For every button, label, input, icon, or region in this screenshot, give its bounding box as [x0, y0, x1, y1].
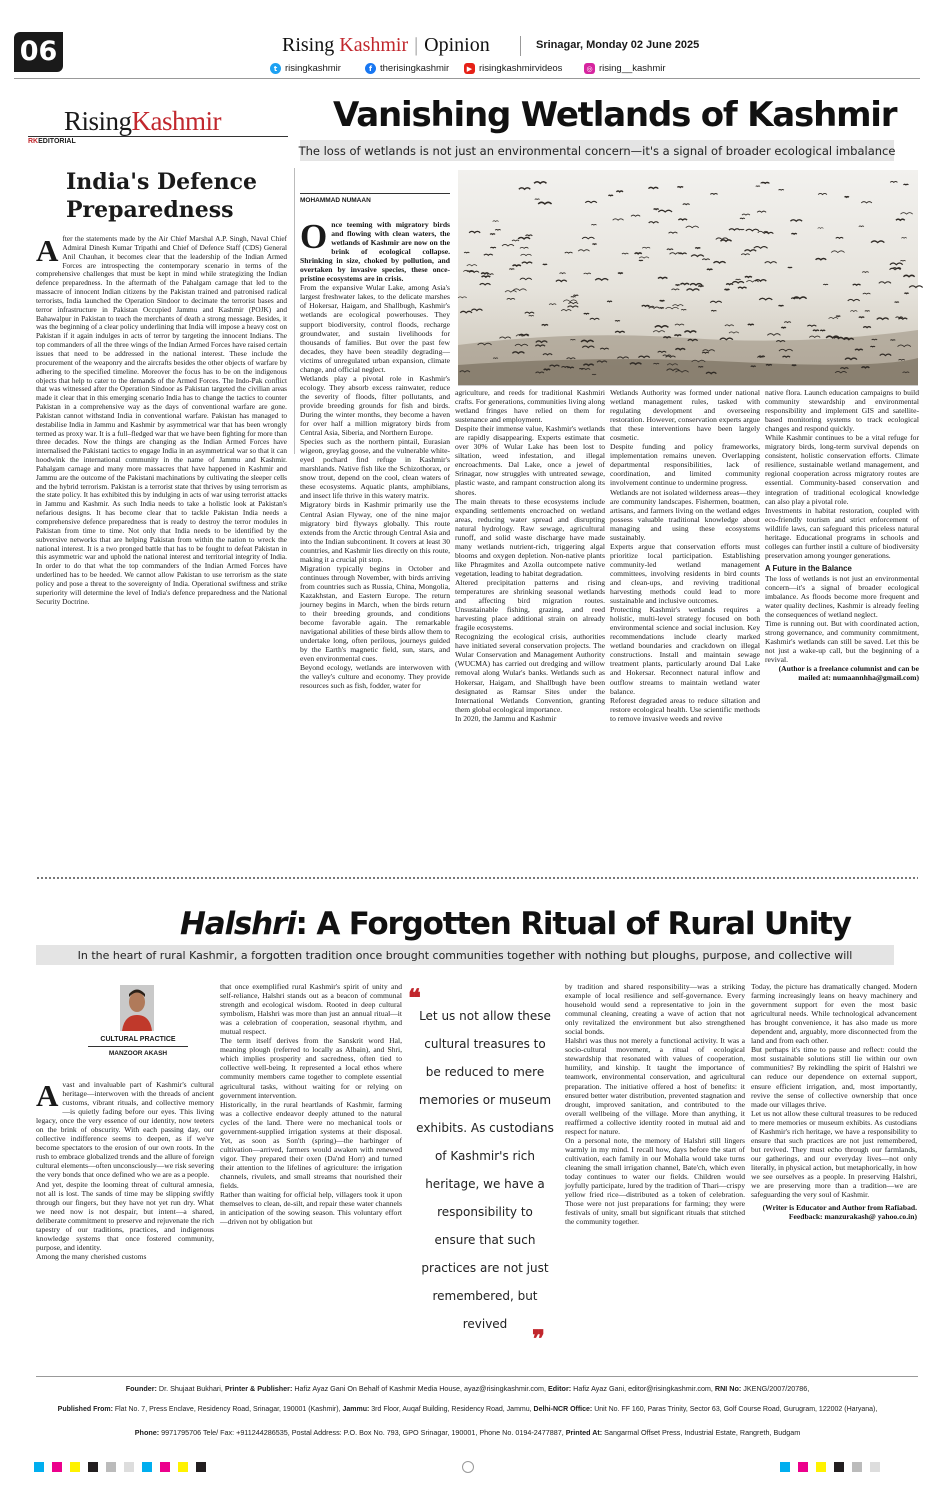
- open-quote-icon: ❝: [408, 983, 421, 1012]
- crop-mark: [14, 32, 15, 33]
- bird: [482, 276, 491, 277]
- bird: [584, 313, 589, 314]
- bird: [654, 209, 659, 210]
- editorial-label: RKEDITORIAL: [28, 138, 76, 145]
- migratory-birds-photo: [458, 170, 918, 385]
- bird: [823, 284, 828, 285]
- bird: [616, 191, 623, 192]
- masthead-rising: Rising: [282, 34, 335, 56]
- bird: [859, 317, 864, 318]
- wetlands-col-4: native flora. Launch education campaigns to build community stewardship and environmental responsibility and implement GIS and satellite-based monitoring systems to track ecological changes and respond quickly. While Kashmir continues to be a vital refuge for migratory birds, long-term survival depends on consistent, holistic conservation efforts. Climate resilience, sustainable wetland management, and regional cooperation across migratory routes are essential. Community-based conservation and integration of traditional ecological knowledge can also play a pivotal role. Investments in habitat restoration, coupled with eco-friendly tourism and strict enforcement of wildlife laws, can safeguard this priceless natural heritage. Educational programs in schools and colleges can further instil a culture of biodiversity preservation among younger generations. A Future in the Balance The loss of wetlands is not just an environmental concern—it's a signal of broader ecological imbalance. As floods become more frequent and water quality declines, Kashmir is already feeling the consequences of wetland neglect. Time is running out. But with coordinated action, strong governance, and community commitment, Kashmir's wetlands can still be saved. Let this be not just a wake-up call, but the beginning of a revival. (Author is a freelance columnist and can be mailed at: numaannhha@gmail.com): [765, 388, 919, 683]
- bird: [674, 335, 681, 336]
- social-twitter[interactable]: t risingkashmir: [270, 63, 341, 74]
- bird: [467, 271, 472, 272]
- bird: [766, 365, 772, 366]
- bird: [490, 234, 495, 235]
- bird: [845, 197, 849, 198]
- editorial-rule: [28, 136, 288, 137]
- photo-face: [129, 992, 145, 1012]
- twitter-icon: t: [270, 63, 281, 74]
- bird: [707, 269, 713, 270]
- bird: [865, 311, 870, 312]
- bird: [863, 327, 871, 328]
- wetlands-col-3: Wetlands Authority was formed under national wetland management rules, tasked with regulating development and overseeing restoration. However, conservation experts argue that these interventions have been largely cosmetic. Despite funding and policy frameworks, implementation remains uneven. Overlapping departmental responsibilities, lack of coordination, and limited community involvement continue to undermine progress. Wetlands are not isolated wilderness areas—they are community landscapes. Fishermen, boatmen, artisans, and farmers living on the wetland edges possess valuable traditional knowledge about managing and using these ecosystems sustainably. Experts argue that conservation efforts must prioritize local participation. Establishing community-led wetland management committees, involving residents in bird counts and clean-ups, and reviving traditional harvesting methods could lead to more sustainable and inclusive outcomes. Protecting Kashmir's wetlands requires a holistic, multi-level strategy focused on both environmental science and social inclusion. Key recommendations include clearly marked wetland boundaries and crackdown on illegal constructions. Install and maintain sewage treatment plants, particularly around Dal Lake and Hokersar. Reconnect natural inflow and outflow streams to maintain wetland water balance. Reforest degraded areas to reduce siltation and restore ecological health. Use scientific methods to remove invasive weeds and revive: [610, 388, 760, 723]
- bird: [542, 325, 548, 326]
- bird: [756, 186, 760, 187]
- bird: [571, 297, 576, 298]
- bird: [820, 330, 825, 331]
- close-quote-icon: ❞: [532, 1324, 545, 1353]
- bird: [904, 293, 908, 294]
- social-facebook[interactable]: f therisingkashmir: [365, 63, 449, 74]
- wetlands-deck: The loss of wetlands is not just an environmental concern—it's a signal of broader ecological imbalance: [300, 140, 894, 161]
- halshri-col-1: A vast and invaluable part of Kashmir's cultural heritage—interwoven with the threads of ancient customs, vibrant rituals, and collective memory—is quietly fading before our eyes. This living legacy, once the very essence of our identity, now teeters on the brink of obscurity. With each passing day, our collective indifference seems to deepen, as if we've become spectators to the erosion of our own roots. In the rush to embrace globalized trends and the allure of foreign cultural elements—often unconsciously—we risk severing the very bonds that once defined who we are as a people. And yet, despite the looming threat of cultural amnesia, not all is lost. The sands of time may be slipping swiftly through our fingers, but they have not yet run dry. What we need now is not despair, but intent—a shared, deliberate commitment to preserve and rejuvenate the rich tapestry of our traditions, practices, and indigenous knowledge systems that once fostered community, purpose, and identity. Among the many cherished customs: [36, 1078, 214, 1261]
- bird: [895, 302, 899, 303]
- halshri-deck: In the heart of rural Kashmir, a forgotten tradition once brought communities together with nothing but ploughs, purpose, and collective will: [36, 945, 894, 965]
- section-title: Opinion: [424, 34, 490, 56]
- bird: [740, 229, 744, 230]
- social-instagram[interactable]: ◎ rising__kashmir: [584, 63, 666, 74]
- halshri-title: Halshri: A Forgotten Ritual of Rural Unity: [180, 906, 851, 942]
- bird: [642, 305, 650, 306]
- pull-quote: Let us not allow these cultural treasures to be reduced to mere memories or museum exhibits. As custodians of Kashmir's rich heritage, we have a responsibility to ensure that such practices are not just remembered, but revived: [416, 1009, 554, 1331]
- bird: [870, 346, 875, 347]
- bird: [698, 367, 703, 368]
- bird: [736, 279, 741, 280]
- bird: [683, 204, 690, 205]
- bird: [618, 273, 623, 274]
- header-rule: [14, 78, 920, 79]
- bird: [667, 249, 673, 250]
- halshri-col-2: that once exemplified rural Kashmir's spirit of unity and self-reliance, Halshri stands out as a beacon of communal strength and ecological wisdom. Rooted in deep cultural symbolism, Halshri was more than just an annual ritual—it was a celebration of cooperation, seasonal rhythm, and mutual respect. The term itself derives from the Sanskrit word Hal, meaning plough (referred to locally as Albain), and Shri, which implies prosperity and sacredness, often tied to collective well-being. It represented a local ethos where community members came together to complete essential agricultural tasks, without waiting for or relying on government intervention. Historically, in the rural heartlands of Kashmir, farming was a collective endeavor deeply attuned to the natural cycles of the land. There were no mechanical tools or government-supplied irrigation systems at their disposal. Yet, as soon as Son'th (spring)—the harbinger of cultivation—arrived, farmers would awaken with renewed vigor. They prepared their oxen (Da'nd Horr) and turned their attention to the lifelines of agriculture: the irrigation channels, rivulets, and small streams that nourished their fields. Rather than waiting for official help, villagers took it upon themselves to clean, de-silt, and repair these water channels in anticipation of the sowing season. This voluntary effort—driven not by obligation but: [220, 982, 402, 1227]
- bird: [896, 219, 905, 220]
- bird: [745, 276, 752, 277]
- wetlands-col-2: agriculture, and reeds for traditional Kashmiri crafts. For generations, communities living along wetland fringes have relied on them for sustenance and employment. Despite their immense value, Kashmir's wetlands are rapidly disappearing. Experts estimate that over 30% of Wular Lake has been lost to siltation, weed infestation, and illegal encroachments. Dal Lake, once a jewel of Srinagar, now struggles with untreated sewage, plastic waste, and rampant construction along its shores. The main threats to these ecosystems include expanding settlements encroached on wetland areas, reducing water spread and disrupting natural hydrology. Raw sewage, agricultural runoff, and solid waste discharge have made many wetlands nutrient-rich, triggering algal blooms and oxygen depletion. Non-native plants like Phragmites and Azolla outcompete native vegetation, leading to habitat degradation. Altered precipitation patterns and rising temperatures are shrinking seasonal wetlands and affecting bird migration routes. Unsustainable fishing, grazing, and reed harvesting place additional strain on already fragile ecosystems. Recognizing the ecological crisis, authorities have initiated several conservation projects. The Wular Conservation and Management Authority (WUCMA) has carried out dredging and willow removal along Wular's banks. Wetlands such as Hokersar, Haigam, and Shallbugh have been designated as Ramsar Sites under the International Wetlands Convention, granting them global ecological importance. In 2020, the Jammu and Kashmir: [455, 388, 605, 723]
- masthead-kashmir: Kashmir: [339, 34, 409, 56]
- bird: [509, 269, 514, 270]
- bird: [751, 366, 756, 367]
- subhead-future: A Future in the Balance: [765, 563, 852, 573]
- bird: [725, 289, 730, 290]
- bird: [862, 367, 870, 368]
- bird: [592, 244, 596, 245]
- bird: [779, 189, 784, 190]
- wetlands-col-1: O nce teeming with migratory birds and flowing with clean waters, the wetlands of Kashmir are now on the brink of ecological collapse. Shrinking in size, choked by pollution, and overtaken by invasive species, these once-pristine ecosystems are in crisis. From the expansive Wular Lake, among Asia's largest freshwater lakes, to the delicate marshes of Hokersar, Haigam, and Shallbugh, Kashmir's wetlands are ecological powerhouses. They support biodiversity, control floods, recharge groundwater, and sustain livelihoods for thousands of families. But over the past few decades, they have been steadily degrading—victims of unregulated urban expansion, climate change, and official neglect. Wetlands play a pivotal role in Kashmir's ecology. They absorb excess rainwater, reduce the severity of floods, filter pollutants, and provide breeding grounds for fish and birds. During the winter months, they become a haven for over half a million migratory birds from Central Asia, Siberia, and Northern Europe. Species such as the northern pintail, Eurasian wigeon, greylag goose, and the vulnerable white-eyed pochard find refuge in Kashmir's marshlands. Native fish like the Schizothorax, or snow trout, depend on the cool, clean waters of these ecosystems. Aquatic plants, amphibians, and insect life thrive in this watery matrix. Migratory birds in Kashmir primarily use the Central Asian Flyway, one of the nine major migratory bird flyways globally. This route extends from the Arctic through Central Asia and into the Indian subcontinent. It covers at least 30 countries, and Kashmir lies directly on this route, making it a crucial pit stop. Migration typically begins in October and continues through November, with birds arriving from countries such as Russia, China, Mongolia, Kazakhstan, and Eastern Europe. The return journey begins in March, when the birds return to their breeding grounds, and conditions become favorable again. The remarkable navigational abilities of these birds allow them to undertake long, often perilous, journeys guided by the Earth's magnetic field, sun, stars, and even environmental cues. Beyond ecology, wetlands are interwoven with the valley's culture and economy. They provide resources such as fish, fodder, water for: [300, 217, 450, 691]
- footer-line-3: Phone: 9971795706 Tele/ Fax: +911244286535, Postal Address: P.O. Box No. 793, GPO Srinagar, 190001, Phone No. 0194-2477887, Printed At: Sangarmal Offset Press, Industrial Estate, Rangreth, Budgam: [134, 1428, 801, 1437]
- bird: [903, 184, 908, 185]
- photo-rule: [458, 385, 918, 386]
- bird: [615, 321, 620, 322]
- author-photo: [120, 985, 154, 1031]
- rising-kashmir-logo: RisingKashmir: [64, 106, 222, 136]
- bird: [464, 252, 469, 253]
- bird: [792, 365, 796, 366]
- footer-rule: [36, 1376, 918, 1377]
- bird: [702, 352, 709, 353]
- bird: [740, 218, 745, 219]
- wetlands-title: Vanishing Wetlands of Kashmir: [333, 95, 897, 135]
- bird: [788, 267, 792, 268]
- bird: [900, 260, 905, 261]
- bird: [783, 356, 791, 357]
- bird: [872, 339, 877, 340]
- bird: [635, 253, 642, 254]
- bird: [592, 374, 596, 375]
- bird: [695, 248, 700, 249]
- bird: [698, 286, 703, 287]
- issue-date: Srinagar, Monday 02 June 2025: [536, 39, 700, 51]
- bird: [490, 247, 496, 248]
- bird: [526, 235, 533, 236]
- page-number: 06: [14, 32, 63, 72]
- column-label: CULTURAL PRACTICE: [100, 1036, 176, 1043]
- bird: [607, 301, 612, 302]
- footer-line-1: Founder: Dr. Shujaat Bukhari, Printer & Publisher: Hafiz Ayaz Gani On Behalf of Kashmir Media House, ayaz@risingkashmir.com, Editor: Hafiz Ayaz Gani, editor@risingkashmir.com, RNI No: JKENG/2007/20786,: [125, 1384, 810, 1393]
- color-registration-bar: [34, 1462, 206, 1472]
- bird: [779, 305, 784, 306]
- color-registration-bar-right: [780, 1462, 880, 1472]
- bird: [853, 284, 861, 285]
- instagram-icon: ◎: [584, 63, 595, 74]
- bird: [660, 301, 665, 302]
- header-divider: [520, 36, 521, 56]
- facebook-icon: f: [365, 63, 376, 74]
- bird: [663, 337, 670, 338]
- wetlands-byline: MOHAMMAD NUMAAN: [300, 193, 450, 204]
- bird: [726, 284, 733, 285]
- bird: [495, 230, 500, 231]
- bird: [855, 349, 863, 350]
- bird: [680, 283, 689, 284]
- footer-line-2: Published From: Flat No. 7, Press Enclave, Residency Road, Srinagar, 190001 (Kashmir), Jammu: 3rd Floor, Auqaf Building, Residency Road, Jammu, Delhi-NCR Office: Unit No. FF 160, Paras Trinity, Sector 63, Golf Course Road, Gurugram, 122002 (Haryana),: [57, 1406, 878, 1413]
- bird: [748, 324, 754, 325]
- bird: [813, 330, 819, 331]
- bird: [591, 224, 596, 225]
- halshri-col-4: Today, the picture has dramatically changed. Modern farming increasingly leans on heavy machinery and government support for even the most basic agricultural needs. While technological advancement has brought convenience, it has also made us more dependent and, arguably, more disconnected from the land and from each other. But perhaps it's time to pause and reflect: could the most sustainable solutions still lie within our own communities? By rekindling the spirit of Halshri we can reduce our dependence on external support, ensure efficient irrigation, and, most importantly, revive the sense of collective ownership that once made our villages thrive. Let us not allow these cultural treasures to be reduced to mere memories or museum exhibits. As custodians of Kashmir's rich heritage, we have a responsibility to ensure that such practices are not just remembered, but revived. They must echo through our farmlands, our gatherings, and our everyday lives—not only literally, in physical action, but metaphorically, in how we see ourselves as a people. In preserving Halshri, we are preserving more than a tradition—we are safeguarding the very soul of Kashmir. (Writer is Educator and Author from Rafiabad. Feedback: manzurakash@ yahoo.co.in): [751, 982, 917, 1222]
- bird: [481, 273, 488, 274]
- editorial-body: After the statements made by the Air Chief Marshal A.P. Singh, Naval Chief Admiral Dinesh Kumar Tripathi and Chief of Defence Staff (CDS) General Anil Chauhan, it becomes clear that the leadership of the Indian Armed Forces are introspecting the contemporary scenario in terms of the comprehensive challenges that must be kept in mind while strategizing the Indian defence preparedness. In the aftermath of the Pahalgam carnage that led to the massacre of innocent Indian citizens by the Pakistan trained and patronised radical terrorists, India launched the Operation Sindoor to decimate the terrorist bases and terror infrastructure in Pakistan Occupied Jammu and Kashmir (POJK) and Bahawalpur in Pakistan to teach the merchants of death a strong message. Besides, it was the beginning of a clear policy underlining that India will impose a heavy cost on Pakistan if it again indulges in acts of terror by targeting the innocent Indians. The top commanders of all the three wings of the Indian Armed Forces have raised certain issues that need to be addressed in the national interest. These include the procurement of the weaponry and the aircrafts besides the other objects of warfare by adhering to the specified timeline. Moreover the focus has to be on the indigenous objects that help to cater to the demands of the Armed Forces. The Indo-Pak conflict that was witnessed after the Operation Sindoor as Pakistan targeted the civilian areas made it clear that in this emerging scenario India has to change the tactics to counter Pakistan in a comprehensive way as the days of conventional warfare are gone. Pakistan cannot withstand India in conventional warfare. Pakistan has managed to destabilise India in Jammu and Kashmir by asymmetrical war that has been wrongly termed as proxy war. It is a full–fledged war that we have been fighting for more than three decades. Now the things are changing as the Indian Armed Forces have internalised the Pakistani tactics to engage India in an asymmetrical war so that it can hoodwink the international community in the name of Jammu and Kashmir. Pahalgam carnage and many more massacres that have happened in Kashmir and Jammu are the outcome of the Pakistani machinations by cultivating the sleeper cells and the hybrid terrorism. Pakistan is a terrorist state that thrives by using terrorism as the state policy. It has exhibited this by indulging in acts of war using terrorist attacks in Jammu and Kashmir. As such India needs to take a holistic look at Pakistan's nefarious designs. It has become clear that to tackle Pakistan India needs a comprehensive defence preparedness that is ready to destroy the terror modules in Pakistan from time to time. Not only that India needs to be identified by the subversive networks that are helping Pakistan from within the nation to wreck the national interest. It is a two pronged battle that has to be fought to defeat Pakistan in this asymmetric war and uphold the national interest and territorial integrity of India. In order to do that what the top commanders of the Indian Armed Forces have underlined has to be heeded. We cannot allow Pakistan to use terrorism as the state policy and pose a threat to the sovereignty of India. Operational swiftness and strike superiority will determine the level of India's defence preparedness and the National Security Doctrine.: [36, 233, 287, 606]
- bird: [836, 316, 840, 317]
- bird: [890, 340, 895, 341]
- bird: [738, 287, 747, 288]
- bird: [544, 369, 550, 370]
- bird: [676, 285, 680, 286]
- bird: [573, 295, 578, 296]
- bird: [859, 226, 864, 227]
- bird: [711, 310, 716, 311]
- halshri-byline: MANZOOR AKASH: [88, 1046, 188, 1057]
- bird: [791, 233, 796, 234]
- bird: [513, 265, 521, 266]
- bird: [560, 273, 566, 274]
- bird: [677, 187, 683, 188]
- bird: [639, 260, 643, 261]
- section-separator: [36, 876, 918, 881]
- bird: [543, 264, 547, 265]
- registration-mark: [462, 1461, 474, 1473]
- bird: [660, 308, 664, 309]
- editorial-title: India's Defence Preparedness: [66, 169, 257, 223]
- youtube-icon: ▶: [464, 63, 475, 74]
- halshri-col-3: by tradition and shared responsibility—was a striking example of local resilience and self-governance. Every household would send a representative to join in the communal cleaning, creating a wave of action that not only revitalized the environment but also strengthened social bonds. Halshri was thus not merely a functional activity. It was a socio-cultural movement, a ritual of ecological stewardship that resonated with values of cooperation, humility, and kinship. It taught the importance of teamwork, environmental conservation, and agricultural preparation. The initiative offered a host of benefits: it ensured better water distribution, prevented stagnation and drought, improved sanitation, and contributed to the overall wellbeing of the village. More than anything, it reaffirmed a collective identity rooted in mutual aid and respect for nature. On a personal note, the memory of Halshri still lingers warmly in my mind. I recall how, days before the start of cultivation, each family in our Mohalla would take turns cleaning the small irrigation channel, Bate'ch, which even today continues to water our fields. Children would joyfully participate, lured by the tradition of Thari—crispy yellow fried rice—distributed as a token of celebration. Those were not just preparations for farming; they were festivals of unity, small but significant rituals that stitched the community together.: [565, 982, 745, 1227]
- bird: [681, 309, 686, 310]
- masthead: Rising Kashmir | Opinion: [282, 34, 490, 56]
- column-divider: [294, 168, 295, 454]
- social-youtube[interactable]: ▶ risingkashmirvideos: [464, 63, 562, 74]
- bird: [608, 195, 613, 196]
- bird: [781, 327, 786, 328]
